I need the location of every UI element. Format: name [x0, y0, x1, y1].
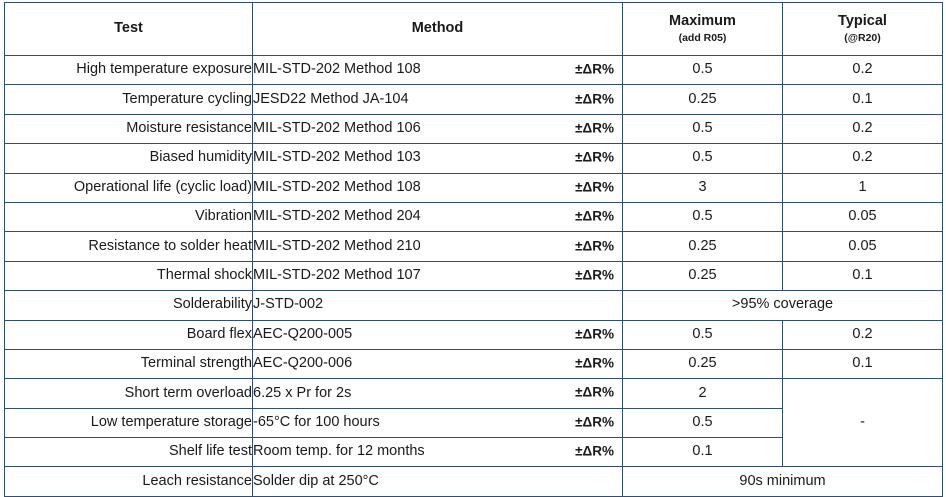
method-text: MIL-STD-202 Method 108 — [253, 178, 421, 195]
method-text: AEC-Q200-006 — [253, 355, 353, 372]
delta-r-percent-label: ±ΔR% — [575, 120, 614, 136]
table-row — [5, 232, 943, 261]
cell-typical: 0.1 — [783, 261, 943, 290]
delta-r-percent-label: ±ΔR% — [575, 208, 614, 224]
cell-typical-merged: - — [783, 379, 943, 467]
cell-typical: 0.2 — [783, 114, 943, 143]
cell-test: Low temperature storage — [5, 408, 253, 437]
cell-method — [253, 144, 623, 173]
cell-test: Board flex — [5, 320, 253, 349]
cell-test: Resistance to solder heat — [5, 232, 253, 261]
delta-r-percent-label: ±ΔR% — [575, 61, 614, 77]
table-row — [5, 349, 943, 378]
table-body — [5, 56, 943, 497]
table-row — [5, 291, 943, 320]
cell-typical: 0.1 — [783, 349, 943, 378]
table-row — [5, 85, 943, 114]
cell-maximum: 0.25 — [623, 232, 783, 261]
cell-maximum: 2 — [623, 379, 783, 408]
cell-maximum: 3 — [623, 173, 783, 202]
delta-r-percent-label: ±ΔR% — [575, 267, 614, 283]
header-test: Test — [5, 3, 253, 56]
method-text: Room temp. for 12 months — [253, 443, 425, 460]
delta-r-percent-label: ±ΔR% — [575, 326, 614, 342]
cell-method — [253, 438, 623, 467]
cell-test: Shelf life test — [5, 438, 253, 467]
cell-maximum: 0.5 — [623, 408, 783, 437]
cell-maximum: 0.5 — [623, 202, 783, 231]
cell-typical: 0.2 — [783, 144, 943, 173]
method-text: MIL-STD-202 Method 106 — [253, 120, 421, 136]
cell-maximum: 0.5 — [623, 144, 783, 173]
header-typical-sublabel: (@R20) — [844, 31, 881, 44]
method-text: J-STD-002 — [253, 296, 324, 313]
header-row — [5, 3, 943, 56]
cell-test: Biased humidity — [5, 144, 253, 173]
header-maximum-label: Maximum — [669, 12, 736, 29]
cell-method — [253, 232, 623, 261]
cell-test: Vibration — [5, 202, 253, 231]
table-row — [5, 114, 943, 143]
delta-r-percent-label: ±ΔR% — [575, 149, 614, 165]
table-row — [5, 320, 943, 349]
header-typical-label: Typical — [838, 12, 887, 29]
cell-typical: 0.2 — [783, 320, 943, 349]
cell-maximum: 0.25 — [623, 349, 783, 378]
cell-maximum: 0.5 — [623, 56, 783, 85]
table-row — [5, 202, 943, 231]
cell-maximum: 0.5 — [623, 320, 783, 349]
cell-typical: 1 — [783, 173, 943, 202]
delta-r-percent-label: ±ΔR% — [575, 238, 614, 254]
cell-typical: 0.05 — [783, 202, 943, 231]
cell-typical: 0.2 — [783, 56, 943, 85]
delta-r-percent-label: ±ΔR% — [575, 414, 614, 430]
method-text: MIL-STD-202 Method 210 — [253, 237, 421, 254]
method-text: 6.25 x Pr for 2s — [253, 384, 352, 401]
table-row — [5, 261, 943, 290]
cell-method — [253, 85, 623, 114]
cell-test: Solderability — [5, 291, 253, 320]
method-text: Solder dip at 250°C — [253, 472, 379, 489]
cell-method — [253, 467, 623, 496]
method-text: JESD22 Method JA-104 — [253, 90, 409, 107]
method-text: MIL-STD-202 Method 103 — [253, 149, 421, 166]
cell-method — [253, 261, 623, 290]
cell-test: Short term overload — [5, 379, 253, 408]
table-row — [5, 173, 943, 202]
header-maximum — [623, 3, 783, 56]
cell-method — [253, 349, 623, 378]
delta-r-percent-label: ±ΔR% — [575, 91, 614, 107]
table-row — [5, 144, 943, 173]
cell-maximum: 0.25 — [623, 261, 783, 290]
cell-typical: 0.1 — [783, 85, 943, 114]
cell-method — [253, 202, 623, 231]
delta-r-percent-label: ±ΔR% — [575, 179, 614, 195]
method-text: AEC-Q200-005 — [253, 325, 353, 342]
cell-span-note: >95% coverage — [623, 291, 943, 320]
cell-span-note: 90s minimum — [623, 467, 943, 496]
delta-r-percent-label: ±ΔR% — [575, 355, 614, 371]
cell-method — [253, 56, 623, 85]
method-text: MIL-STD-202 Method 108 — [253, 61, 421, 78]
cell-method — [253, 320, 623, 349]
cell-test: Moisture resistance — [5, 114, 253, 143]
cell-maximum: 0.5 — [623, 114, 783, 143]
table-header — [5, 3, 943, 56]
table-row — [5, 56, 943, 85]
cell-test: Thermal shock — [5, 261, 253, 290]
cell-test: Temperature cycling — [5, 85, 253, 114]
cell-method — [253, 379, 623, 408]
cell-method — [253, 291, 623, 320]
cell-test: Operational life (cyclic load) — [5, 173, 253, 202]
method-text: MIL-STD-202 Method 204 — [253, 208, 421, 225]
cell-test: Leach resistance — [5, 467, 253, 496]
header-maximum-sublabel: (add R05) — [678, 31, 727, 44]
cell-typical: 0.05 — [783, 232, 943, 261]
method-text: MIL-STD-202 Method 107 — [253, 266, 421, 283]
cell-test: High temperature exposure — [5, 56, 253, 85]
method-text: -65°C for 100 hours — [253, 413, 380, 430]
cell-test: Terminal strength — [5, 349, 253, 378]
delta-r-percent-label: ±ΔR% — [575, 385, 614, 401]
cell-method — [253, 114, 623, 143]
cell-maximum: 0.25 — [623, 85, 783, 114]
delta-r-percent-label: ±ΔR% — [575, 443, 614, 459]
table-row — [5, 379, 943, 408]
cell-maximum: 0.1 — [623, 438, 783, 467]
reliability-spec-table — [4, 2, 943, 497]
cell-method — [253, 173, 623, 202]
header-method: Method — [253, 3, 623, 56]
table-row — [5, 467, 943, 496]
header-typical — [783, 3, 943, 56]
cell-method — [253, 408, 623, 437]
